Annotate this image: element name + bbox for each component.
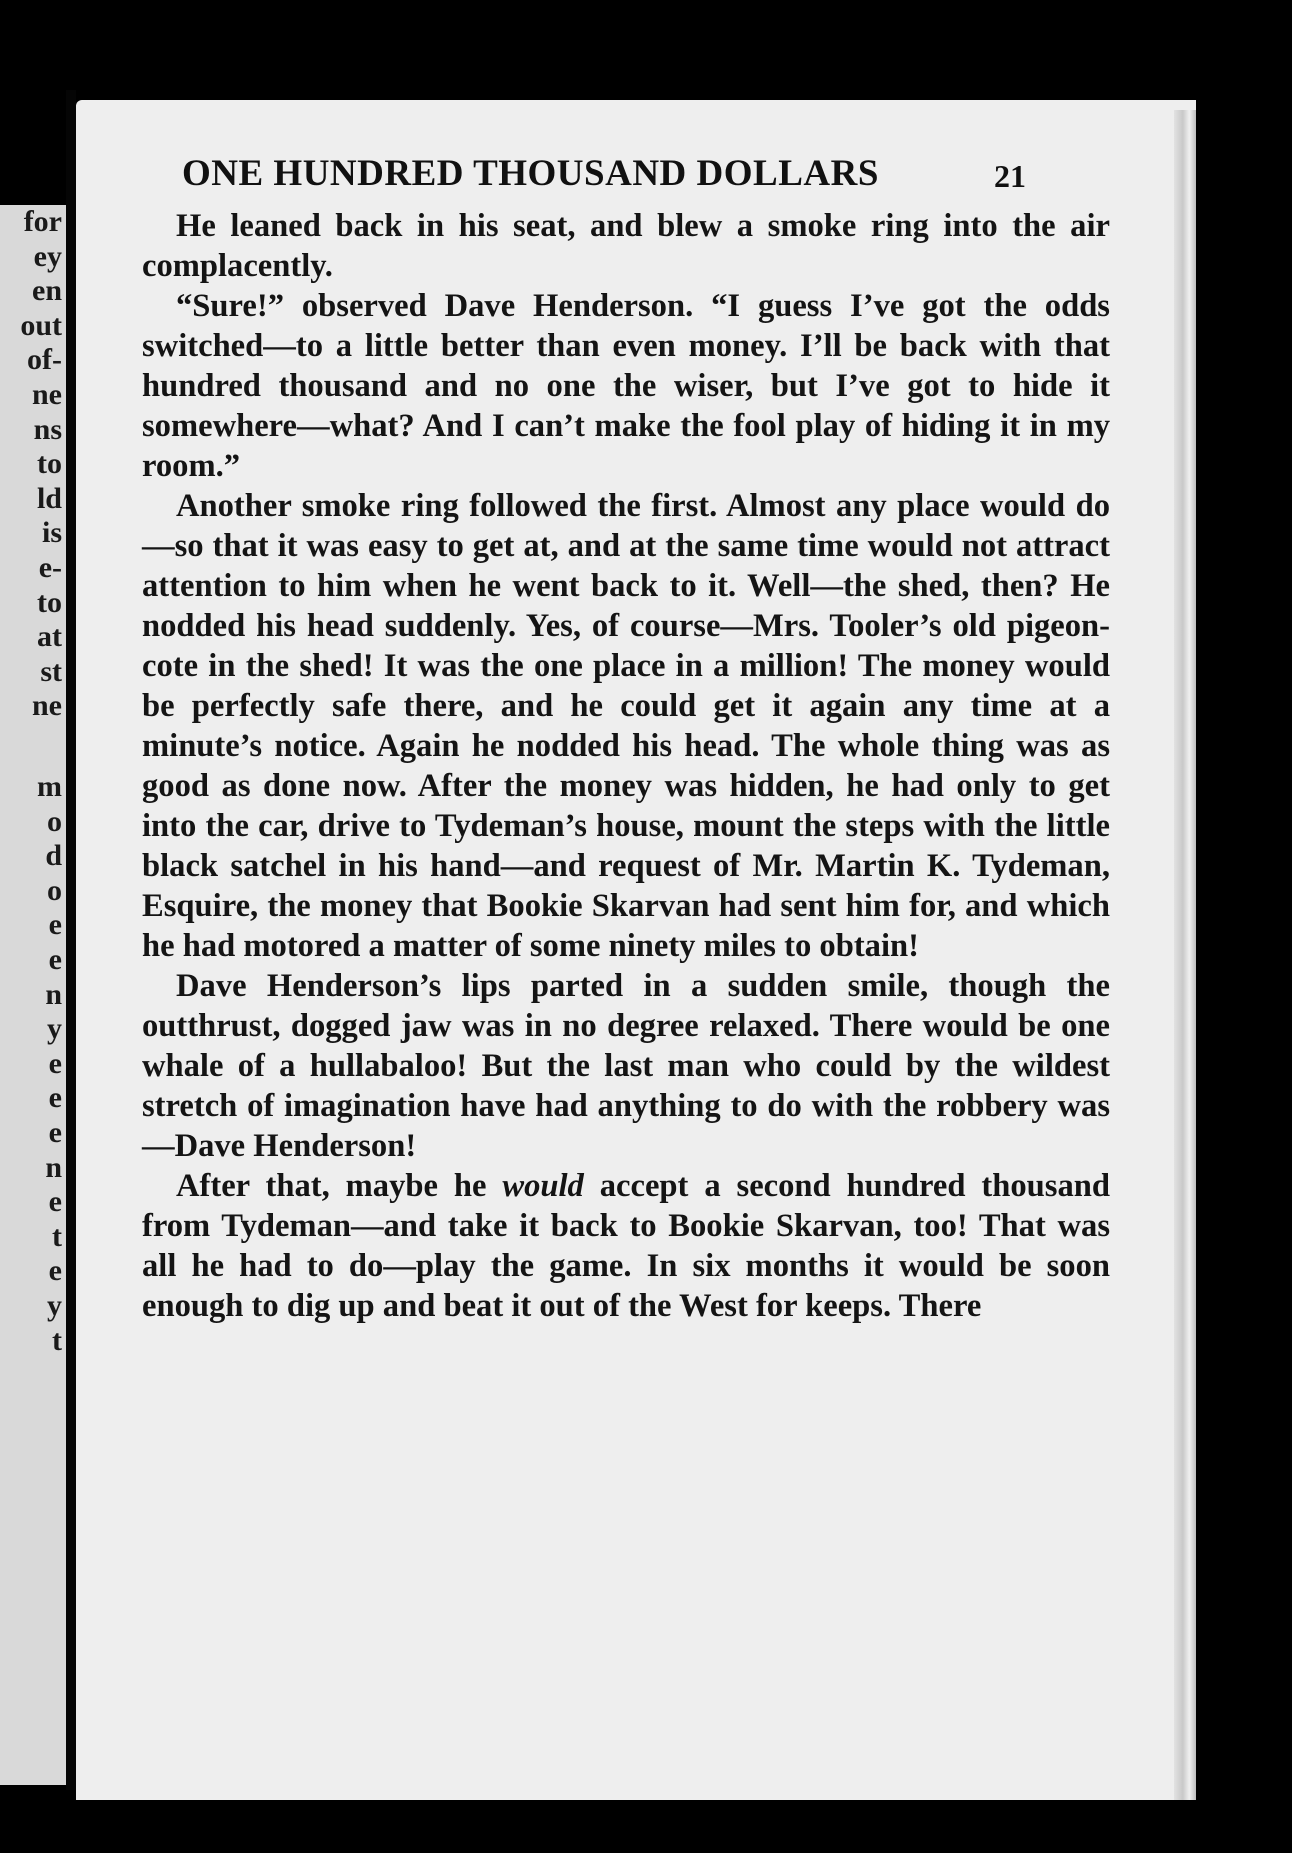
left-page-fragment: o — [47, 873, 62, 907]
left-page-fragment: ne — [32, 689, 62, 723]
paragraph: He leaned back in his seat, and blew a smoke ring into the air complacently. — [142, 208, 1110, 284]
page-body — [142, 206, 1110, 1326]
previous-page-edge — [0, 205, 66, 1785]
book-page — [76, 100, 1196, 1800]
left-page-fragment: e — [48, 1116, 62, 1149]
left-page-fragment: d — [45, 839, 62, 873]
left-page-fragment: e — [48, 1185, 62, 1219]
paragraph: Another smoke ring followed the first. Almost any place would do—so that it was easy to get at, and at the same time would not attract attention to him when he went back to it. Well—the shed, then? He nodded his head suddenly. Yes, of course—Mrs. Tooler’s old pigeon-cote in the shed! It was the one place in a million! The money would be perfectly safe there, and he could get it again any time at a minute’s notice. Again he nodded his head. The whole thing was as good as done now. After the money was hidden, he had only to get into the car, drive to Tydeman’s house, mount the steps with the little black satchel in his hand—and request of Mr. Martin K. Tydeman, Esquire, the money that Bookie Skarvan had sent him for, and which he had motored a matter of some ninety miles to obtain! — [142, 488, 1110, 964]
left-page-fragment: at — [37, 620, 62, 654]
page-edge — [1174, 110, 1196, 1800]
left-page-fragment: ne — [32, 378, 62, 411]
left-page-fragment: o — [47, 804, 62, 838]
left-page-fragment: e- — [38, 551, 62, 584]
left-page-fragment: ns — [33, 412, 62, 446]
left-page-fragment: is — [41, 516, 62, 550]
left-page-fragment: ld — [36, 481, 62, 515]
left-page-fragment: e — [48, 1046, 62, 1080]
left-page-fragment: y — [47, 1289, 62, 1322]
emphasis-text: would — [502, 1168, 584, 1204]
left-page-fragment: to — [37, 585, 62, 619]
book-gutter — [66, 90, 76, 1790]
left-page-fragment: of- — [27, 343, 62, 377]
paragraph — [142, 1166, 1110, 1326]
left-page-fragment: y — [47, 1012, 62, 1046]
left-page-fragment: e — [48, 1081, 62, 1115]
left-page-fragment: n — [45, 1150, 62, 1184]
left-page-fragment: st — [40, 654, 62, 688]
running-head: ONE HUNDRED THOUSAND DOLLARS — [182, 153, 879, 194]
left-page-fragment: e — [48, 908, 62, 942]
left-page-fragment: e — [48, 943, 62, 976]
left-page-fragment: out — [20, 308, 62, 342]
left-page-fragment: t — [52, 1323, 62, 1357]
left-page-fragment: for — [23, 205, 62, 238]
page-number: 21 — [994, 158, 1026, 194]
left-page-fragment: m — [37, 770, 62, 803]
left-page-fragment: e — [48, 1254, 62, 1288]
left-page-fragment: to — [37, 447, 62, 481]
left-page-fragment: t — [52, 1219, 62, 1253]
paragraph: Dave Henderson’s lips parted in a sudden smile, though the outthrust, dogged jaw was in no degree relaxed. There would be one whale of a hullabaloo! But the last man who could by the wildest stretch of imagination have had anything to do with the robbery was—Dave Henderson! — [142, 968, 1110, 1164]
paragraph: “Sure!” observed Dave Henderson. “I guess I’ve got the odds switched—to a little better than even money. I’ll be back with that hundred thousand and no one the wiser, but I’ve got to hide it somewhere—what? And I can’t make the fool play of hiding it in my room.” — [142, 288, 1110, 484]
left-page-fragment: n — [45, 977, 62, 1011]
paragraph-text: accept a second hundred thousand from Tydeman—and take it back to Bookie Skarvan, too! That was all he had to do—play the game. In six months it would be soon enough to dig up and beat it out of the West for keeps. There — [142, 1168, 1110, 1324]
paragraph-text: After that, maybe he — [176, 1168, 503, 1204]
left-page-fragment: ey — [33, 239, 62, 273]
left-page-fragment: en — [32, 274, 62, 308]
